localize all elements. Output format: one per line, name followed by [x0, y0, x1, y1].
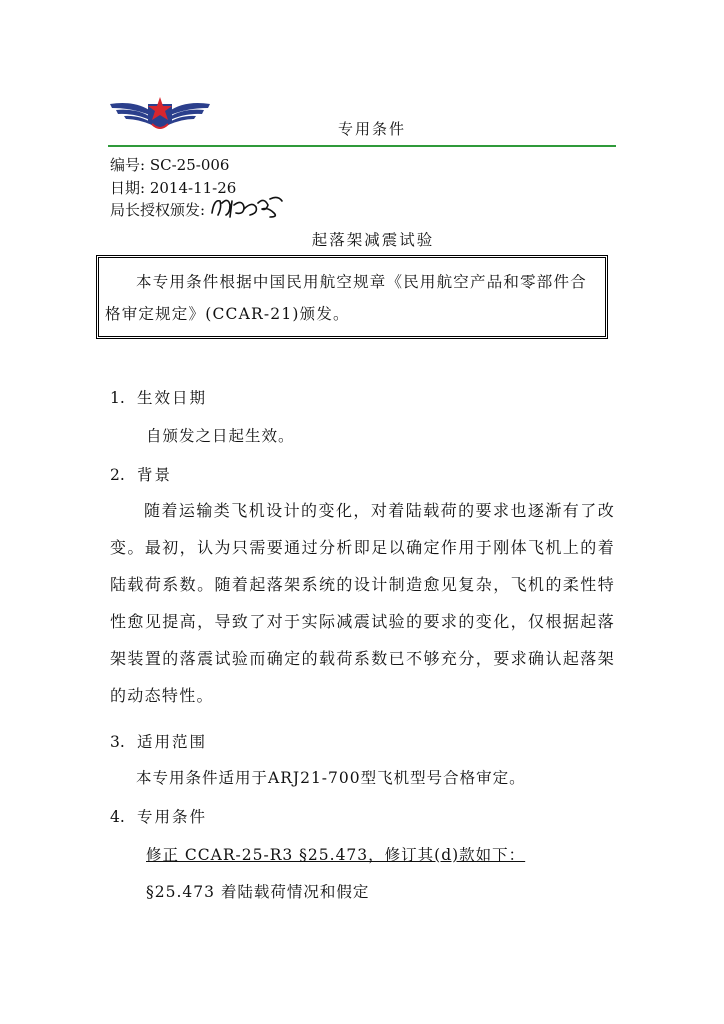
section-title: 生效日期 — [137, 389, 208, 407]
section-2-heading — [110, 463, 172, 485]
section-title: 专用条件 — [137, 808, 208, 826]
section-number: 2. — [110, 466, 125, 484]
section-3-body: 本专用条件适用于ARJ21-700型飞机型号合格审定。 — [136, 769, 526, 787]
section-title: 适用范围 — [137, 733, 208, 751]
section-title: 背景 — [137, 466, 173, 484]
authorization-label: 局长授权颁发: — [110, 201, 206, 219]
section-1-body: 自颁发之日起生效。 — [146, 427, 295, 445]
number-label: 编号: — [110, 156, 146, 174]
section-number: 3. — [110, 733, 125, 751]
issuance-notice-box — [96, 255, 608, 339]
section-4-clause: §25.473 着陆载荷情况和假定 — [146, 883, 370, 901]
section-2-body: 随着运输类飞机设计的变化，对着陆载荷的要求也逐渐有了改变。最初，认为只需要通过分析即足以确定作用于刚体飞机上的着陆载荷系数。随着起落架系统的设计制造愈见复杂，飞机的柔性特性愈见提高，导致了对于实际减震试验的要求的变化，仅根据起落架装置的落震试验而确定的载荷系数已不够充分，要求确认起落架的动态特性。 — [110, 501, 615, 705]
signature-icon — [208, 193, 286, 221]
section-4-heading — [110, 805, 207, 827]
document-number — [110, 155, 229, 175]
section-3-heading — [110, 730, 207, 752]
number-value: SC-25-006 — [149, 156, 230, 174]
authorization-line — [110, 200, 205, 220]
issuance-notice-text: 本专用条件根据中国民用航空规章《民用航空产品和零部件合格审定规定》(CCAR-21)颁发。 — [105, 273, 587, 323]
document-title: 起落架减震试验 — [311, 231, 435, 249]
header-divider — [108, 145, 616, 147]
date-value: 2014-11-26 — [149, 179, 237, 197]
section-4-amendment: 修正 CCAR-25-R3 §25.473，修订其(d)款如下： — [146, 846, 526, 864]
header-title: 专用条件 — [337, 120, 406, 138]
date-label: 日期: — [110, 179, 146, 197]
section-number: 1. — [110, 389, 125, 407]
section-1-heading — [110, 386, 207, 408]
section-number: 4. — [110, 808, 125, 826]
